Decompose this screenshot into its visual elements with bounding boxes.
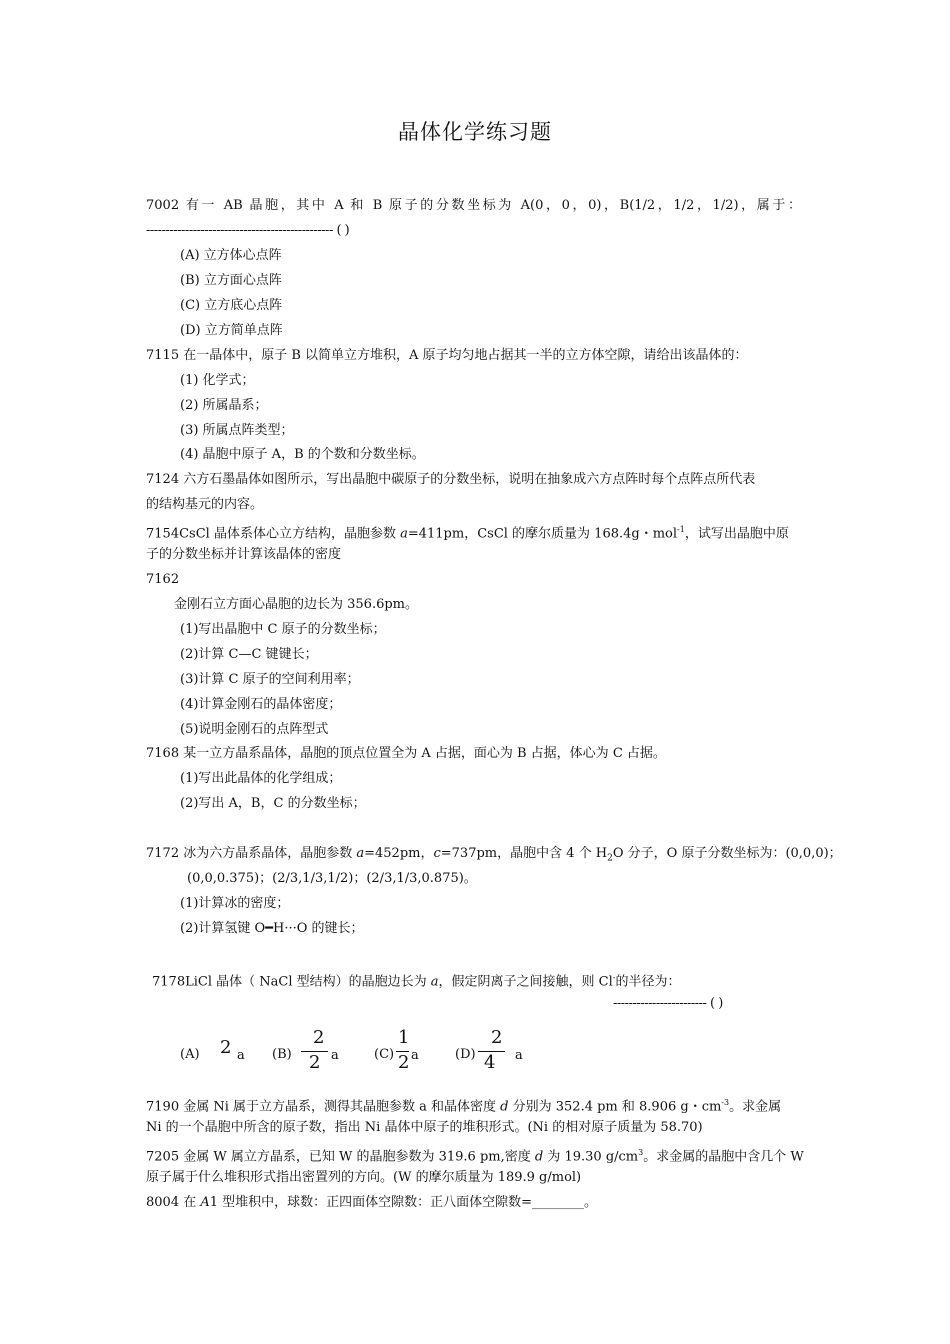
question-7168-item-2: (2)写出 A，B，C 的分数坐标； [180, 796, 366, 811]
option-c-numerator: 1 [398, 1027, 410, 1048]
question-7002-option-d: (D) 立方简单点阵 [180, 323, 283, 338]
question-7172-line-1: 7172 冰为六方晶系晶体，晶胞参数 a=452pm，c=737pm，晶胞中含 4 个 $H_2O$ 分子，O 原子分数坐标为：(0,0,0)； [146, 846, 842, 864]
question-7162-item-2: (2)计算 C—C 键键长； [180, 647, 318, 662]
question-7162-intro: 金刚石立方面心晶胞的边长为 356.6pm。 [174, 597, 418, 612]
question-7115-item-4: (4) 晶胞中原子 A，B 的个数和分数坐标。 [180, 447, 425, 462]
question-7115-stem: 7115 在一晶体中，原子 B 以简单立方堆积，A 原子均匀地占据其一半的立方体空隙，请给出该晶体的： [146, 348, 748, 363]
question-7002-option-b: (B) 立方面心点阵 [180, 273, 282, 288]
question-7168-stem: 7168 某一立方晶系晶体，晶胞的顶点位置全为 A 占据，面心为 B 占据，体心为 C 占据。 [146, 746, 666, 761]
option-b-denominator: 2 [309, 1052, 321, 1073]
option-b-unit: a [331, 1048, 339, 1063]
question-7162-item-3: (3)计算 C 原子的空间利用率； [180, 672, 360, 687]
option-b-numerator: 2 [313, 1027, 325, 1048]
question-7190-line-1: 7190 金属 Ni 属于立方晶系，测得其晶胞参数 a 和晶体密度 d 分别为 352.4 pm 和 8.906 g・$cm^{-3}$。求金属 [146, 1098, 782, 1115]
question-7162-number: 7162 [146, 572, 180, 587]
question-7178-stem: 7178LiCl 晶体（ NaCl 型结构）的晶胞边长为 a，假定阴离子之间接触，则 Cl-的半径为： [152, 973, 681, 990]
option-b-label: (B) [272, 1047, 292, 1062]
option-c-unit: a [411, 1048, 419, 1063]
question-7162-item-4: (4)计算金刚石的晶体密度； [180, 697, 342, 712]
question-7115-item-2: (2) 所属晶系； [180, 398, 268, 413]
question-7115-item-1: (1) 化学式； [180, 373, 255, 388]
question-7172-item-2: (2)计算氢键 O━H···O 的键长； [180, 921, 364, 936]
question-8004-line: 8004 在 A1 型堆积中，球数：正四面体空隙数：正八面体空隙数=________。 [146, 1195, 598, 1210]
option-c-label: (C) [374, 1047, 395, 1062]
question-7178-blank: ------------------------ ( ) [613, 996, 723, 1011]
option-a-unit: a [237, 1048, 245, 1063]
option-d-denominator: 4 [484, 1052, 496, 1073]
question-7205-line-1: 7205 金属 W 属立方晶系，已知 W 的晶胞参数为 319.6 pm,密度 d 为 19.30 $g/cm^3$。求金属的晶胞中含几个 W [146, 1148, 804, 1165]
question-7002-option-c: (C) 立方底心点阵 [180, 298, 283, 313]
question-7172-line-2: (0,0,0.375)；(2/3,1/3,1/2)；(2/3,1/3,0.875)。 [187, 871, 477, 886]
question-7162-item-5: (5)说明金刚石的点阵型式 [180, 722, 329, 737]
option-d-unit: a [515, 1048, 523, 1063]
option-a-label: (A) [180, 1047, 200, 1062]
option-a-number: 2 [220, 1037, 232, 1058]
question-7205-line-2: 原子属于什么堆积形式指出密置列的方向。(W 的摩尔质量为 189.9 g/mol) [146, 1170, 582, 1185]
question-7168-item-1: (1)写出此晶体的化学组成； [180, 771, 342, 786]
question-7124-line-2: 的结构基元的内容。 [146, 497, 264, 512]
question-7154-line-1: 7154CsCl 晶体系体心立方结构，晶胞参数 a=411pm，CsCl 的摩尔质量为 168.4g・mol$^{-1}$，试写出晶胞中原 [146, 525, 789, 542]
question-7190-line-2: Ni 的一个晶胞中所含的原子数，指出 Ni 晶体中原子的堆积形式。(Ni 的相对原子质量为 58.70) [146, 1120, 703, 1135]
question-7002-blank: ------------------------------------------------ ( ) [146, 223, 350, 238]
page-title: 晶体化学练习题 [398, 120, 552, 144]
option-d-numerator: 2 [491, 1027, 503, 1048]
option-c-denominator: 2 [398, 1052, 410, 1073]
question-7002-stem: 7002 有一 AB 晶胞，其中 A 和 B 原子的分数坐标为 A(0，0，0)，B(1/2，1/2，1/2)，属于： [146, 198, 801, 213]
option-d-label: (D) [455, 1047, 476, 1062]
question-7002-option-a: (A) 立方体心点阵 [180, 248, 282, 263]
question-7124-line-1: 7124 六方石墨晶体如图所示，写出晶胞中碳原子的分数坐标，说明在抽象成六方点阵时每个点阵点所代表 [146, 472, 756, 487]
question-7154-line-2: 子的分数坐标并计算该晶体的密度 [146, 547, 342, 562]
question-7115-item-3: (3) 所属点阵类型； [180, 423, 294, 438]
question-7162-item-1: (1)写出晶胞中 C 原子的分数坐标； [180, 622, 386, 637]
question-7172-item-1: (1)计算冰的密度； [180, 896, 290, 911]
